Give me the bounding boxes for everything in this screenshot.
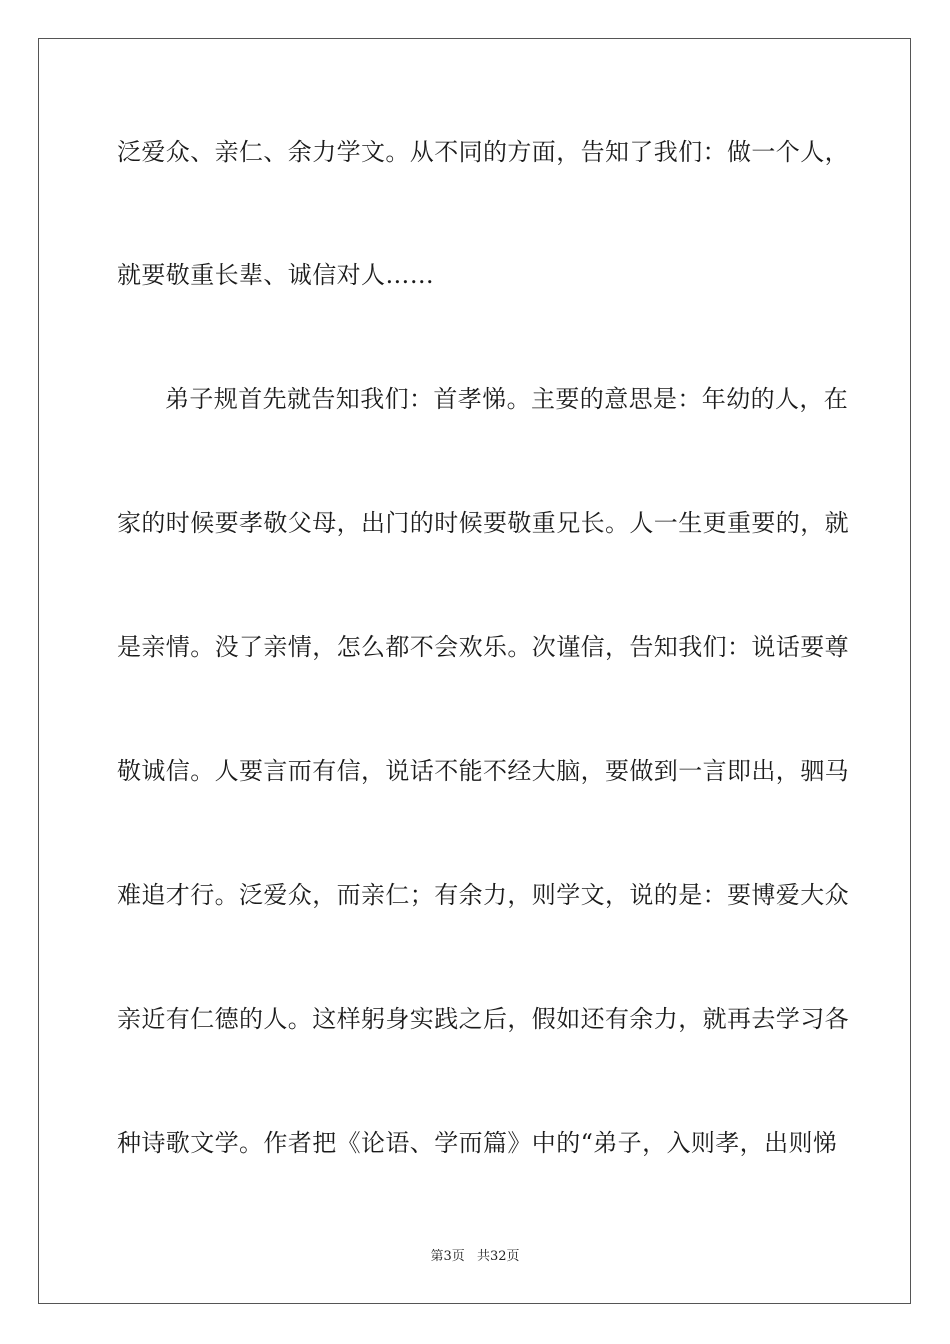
page-total: 共32页 [476,1249,520,1264]
page-border [38,38,911,1304]
body-line-7: 难追才行。泛爱众，而亲仁；有余力，则学文，说的是：要博爱大众 [117,881,849,909]
page-footer [0,1247,950,1267]
page-number: 第3页 [430,1249,465,1264]
body-line-2: 就要敬重长辈、诚信对人…… [117,261,435,289]
paragraph-first-line: 弟子规首先就告知我们：首孝悌。主要的意思是：年幼的人，在 [165,385,849,413]
body-line-5: 是亲情。没了亲情，怎么都不会欢乐。次谨信，告知我们：说话要尊 [117,633,849,661]
body-line-1: 泛爱众、亲仁、余力学文。从不同的方面，告知了我们：做一个人， [117,138,849,166]
body-line-6: 敬诚信。人要言而有信，说话不能不经大脑，要做到一言即出，驷马 [117,757,849,785]
body-line-8: 亲近有仁德的人。这样躬身实践之后，假如还有余力，就再去学习各 [117,1005,849,1033]
body-line-4: 家的时候要孝敬父母，出门的时候要敬重兄长。人一生更重要的，就 [117,509,849,537]
body-line-9: 种诗歌文学。作者把《论语、学而篇》中的“弟子，入则孝，出则悌 [117,1129,838,1157]
